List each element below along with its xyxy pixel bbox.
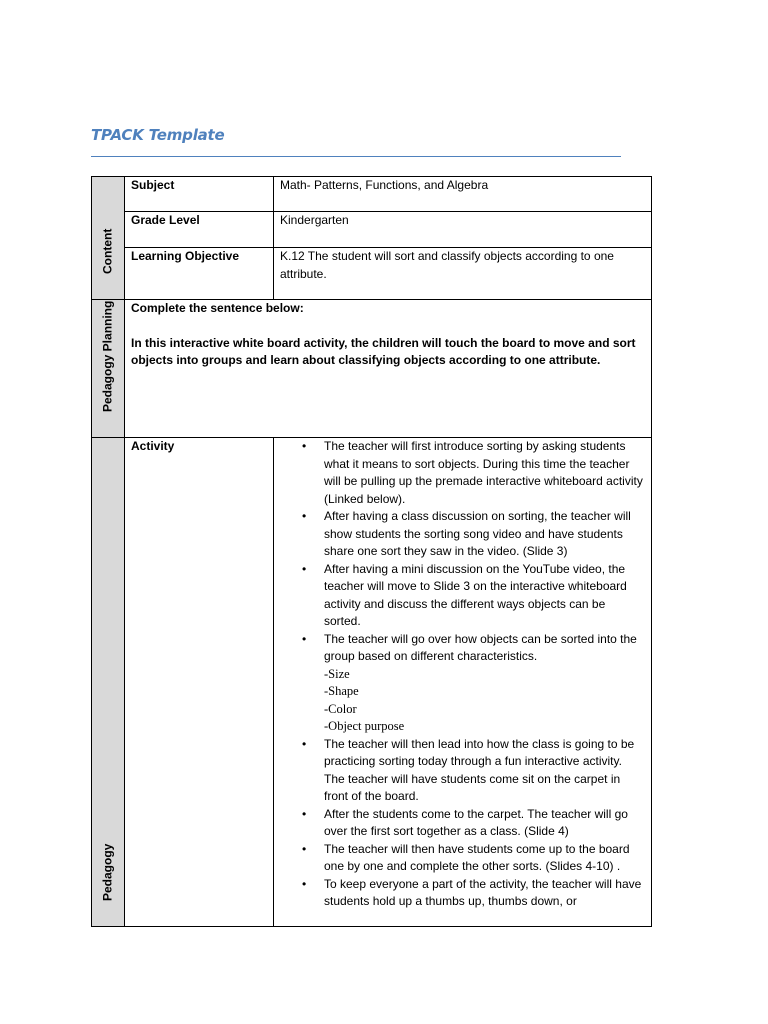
document-title: TPACK Template: [91, 126, 225, 144]
characteristic-object-purpose: -Object purpose: [324, 719, 405, 733]
title-underline: [91, 156, 621, 157]
list-item: • After the students come to the carpet. The teacher will go over the first sort together as a class. (Slide 4): [324, 806, 645, 841]
content-row-grade-level: [92, 212, 652, 248]
pedagogy-planning-row: [92, 300, 652, 438]
list-item: [324, 631, 645, 736]
characteristics-list: [324, 666, 645, 736]
pedagogy-activity-row: [92, 438, 652, 927]
characteristic-color: -Color: [324, 701, 357, 716]
activity-cell: [274, 438, 652, 927]
grade-level-label: Grade Level: [125, 212, 274, 248]
list-item: • After having a class discussion on sorting, the teacher will show students the sorting song video and have students share one sort they saw in the video. (Slide 3): [324, 508, 645, 561]
content-row-subject: [92, 177, 652, 212]
content-row-learning-objective: [92, 248, 652, 300]
grade-level-value: Kindergarten: [274, 212, 652, 248]
list-item: • The teacher will then lead into how the class is going to be practicing sorting today through a fun interactive activity. The teacher will have students come sit on the carpet in front of the board.: [324, 736, 645, 806]
learning-objective-value: K.12 The student will sort and classify objects according to one attribute.: [274, 248, 652, 300]
characteristic-shape: -Shape: [324, 684, 359, 698]
content-section-label: Content: [100, 228, 115, 274]
learning-objective-label: Learning Objective: [125, 248, 274, 300]
characteristic-size: -Size: [324, 666, 350, 681]
pedagogy-side-header: [92, 438, 125, 927]
pedagogy-planning-side-header: [92, 300, 125, 438]
content-side-header: [92, 177, 125, 300]
list-item: • The teacher will first introduce sorting by asking students what it means to sort objects. During this time the teacher will be pulling up the premade interactive whiteboard activity (Linked below).: [324, 438, 645, 508]
activity-list: [280, 438, 645, 911]
list-item: • To keep everyone a part of the activity, the teacher will have students hold up a thumbs up, thumbs down, or: [324, 876, 645, 911]
subject-label: Subject: [125, 177, 274, 212]
list-item-text: The teacher will go over how objects can be sorted into the group based on different characteristics.: [324, 631, 637, 663]
list-item: • The teacher will then have students come up to the board one by one and complete the other sorts. (Slides 4-10) .: [324, 841, 645, 876]
pedagogy-planning-cell: [125, 300, 652, 438]
pedagogy-section-label: Pedagogy: [100, 843, 115, 901]
pedagogy-planning-section-label: Pedagogy Planning: [100, 300, 115, 412]
activity-label: Activity: [125, 438, 274, 927]
pedagogy-planning-prompt: Complete the sentence below:: [131, 301, 304, 315]
pedagogy-planning-text: In this interactive white board activity, the children will touch the board to move and sort objects into groups and learn about classifying objects according to one attribute.: [131, 335, 636, 367]
list-item: • After having a mini discussion on the YouTube video, the teacher will move to Slide 3 on the interactive whiteboard activity and discuss the different ways objects can be sorted.: [324, 561, 645, 631]
subject-value: Math- Patterns, Functions, and Algebra: [274, 177, 652, 212]
tpack-table: [91, 176, 652, 927]
